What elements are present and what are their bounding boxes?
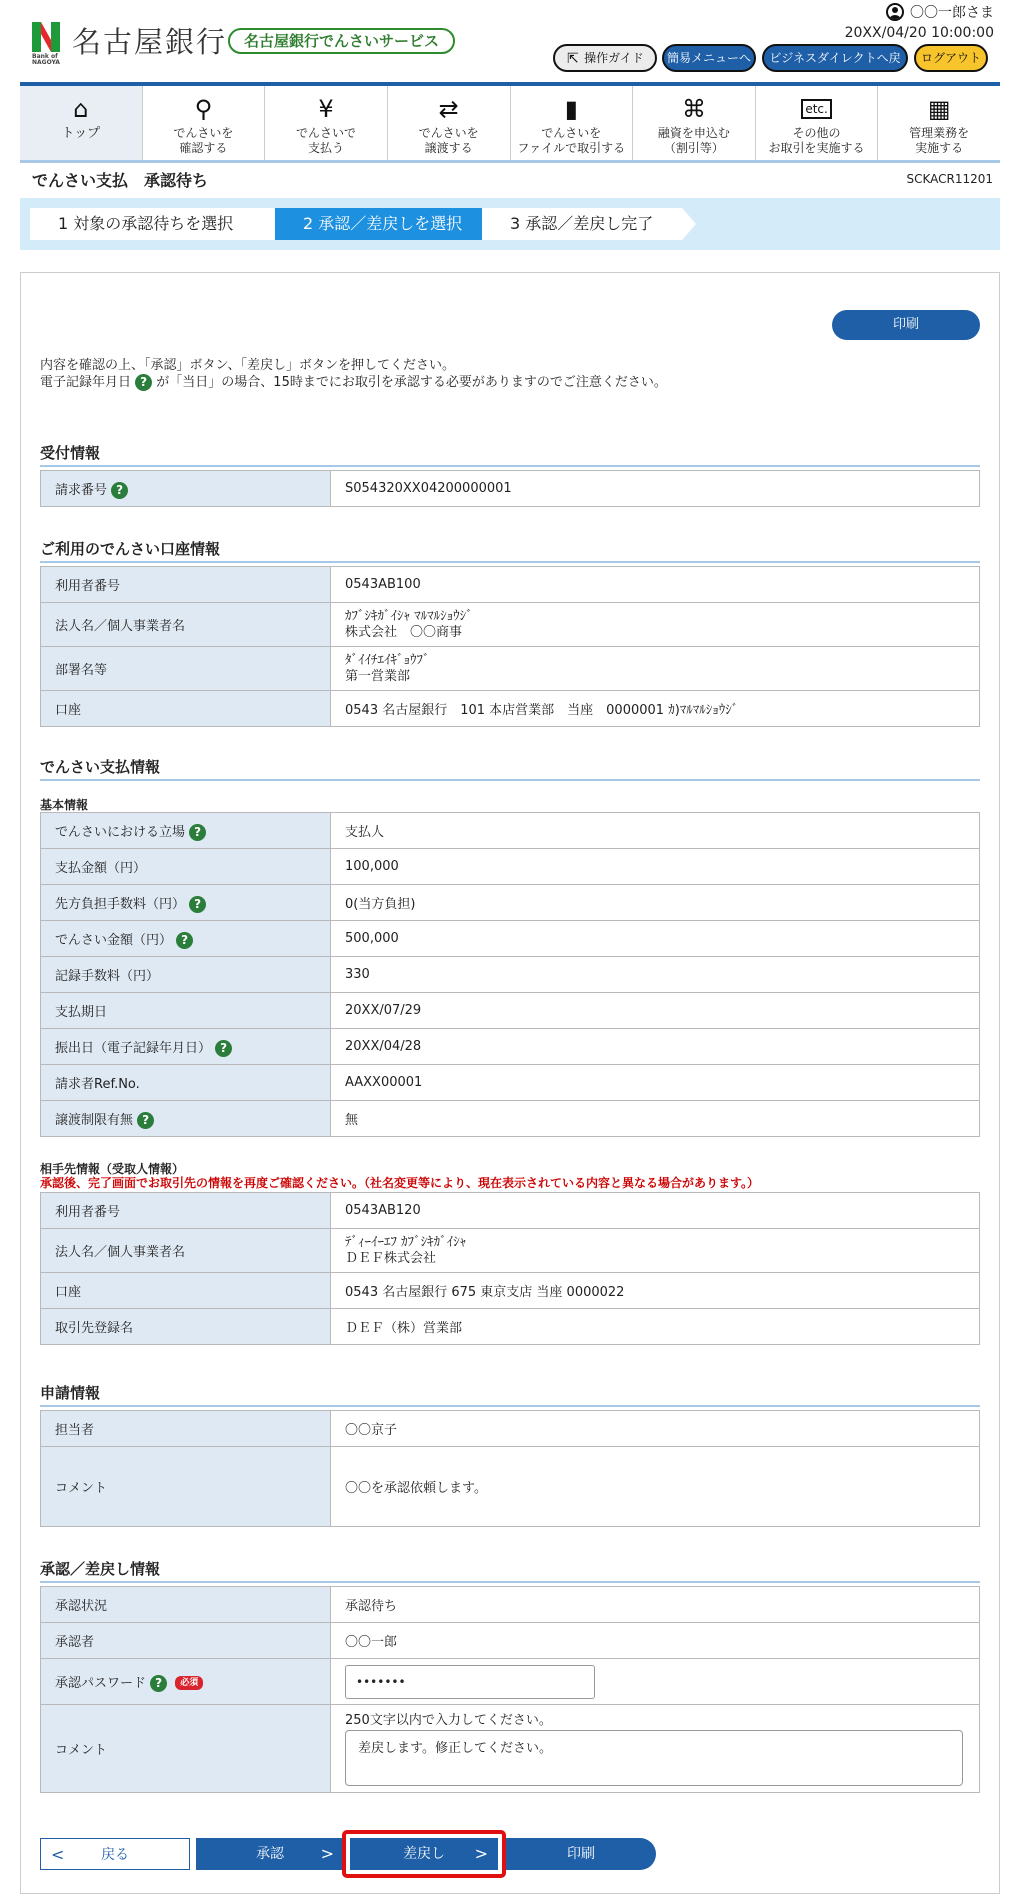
- help-icon[interactable]: ?: [189, 824, 206, 841]
- user-info: [886, 2, 994, 22]
- step-1: 1 対象の承認待ちを選択: [30, 208, 278, 240]
- value-issue-date: 20XX/04/28: [331, 1029, 980, 1065]
- user-icon: [886, 3, 904, 21]
- yen-icon: ¥: [318, 95, 334, 123]
- value-corp-name: ｶﾌﾞｼｷｶﾞｲｼｬ ﾏﾙﾏﾙｼｮｳｼﾞ 株式会社 〇〇商事: [331, 603, 980, 647]
- print-button-top[interactable]: 印刷: [832, 310, 980, 340]
- value-transfer-limit: 無: [331, 1101, 980, 1137]
- section-title-application: 申請情報: [40, 1382, 980, 1407]
- required-badge: 必須: [175, 1676, 203, 1690]
- value-approver: 〇〇一郎: [331, 1623, 980, 1659]
- label-approval-comment: コメント: [41, 1705, 331, 1793]
- nav-loan[interactable]: ⌘ 融資を申込む （割引等）: [633, 86, 756, 160]
- approval-comment-textarea[interactable]: 差戻します。修正してください。: [345, 1730, 963, 1786]
- home-icon: ⌂: [73, 95, 89, 123]
- account-table: [40, 566, 980, 727]
- section-title-reception: 受付情報: [40, 442, 980, 467]
- logout-button[interactable]: ログアウト: [914, 44, 988, 72]
- file-icon: ▮: [564, 95, 578, 123]
- help-icon[interactable]: ?: [150, 1675, 167, 1692]
- step-3: 3 承認／差戻し完了: [482, 208, 682, 240]
- value-partner-registered-name: ＤＥＦ（株）営業部: [331, 1309, 980, 1345]
- label-fee: 先方負担手数料（円）: [55, 896, 186, 912]
- section-title-approval: 承認／差戻し情報: [40, 1558, 980, 1583]
- step-2-current: 2 承認／差戻しを選択: [275, 208, 485, 240]
- help-icon[interactable]: ?: [137, 1112, 154, 1129]
- value-approval-status: 承認待ち: [331, 1587, 980, 1623]
- help-icon[interactable]: ?: [215, 1040, 232, 1057]
- payment-table: [40, 812, 980, 1137]
- chevron-left-icon: <: [51, 1845, 65, 1864]
- label-department: 部署名等: [41, 647, 331, 691]
- bank-name: 名古屋銀行: [72, 25, 228, 59]
- operation-guide-button[interactable]: ⇱ 操作ガイド: [553, 44, 657, 72]
- value-user-number: 0543AB100: [331, 567, 980, 603]
- help-icon[interactable]: ?: [111, 482, 128, 499]
- label-approval-status: 承認状況: [41, 1587, 331, 1623]
- bank-logo-icon: [32, 22, 60, 52]
- nav-admin[interactable]: ▦ 管理業務を 実施する: [878, 86, 1000, 160]
- simple-menu-button[interactable]: 簡易メニューへ: [662, 44, 756, 72]
- approval-table: [40, 1586, 980, 1793]
- label-pay-amount: 支払金額（円）: [41, 849, 331, 885]
- label-record-fee: 記録手数料（円）: [41, 957, 331, 993]
- nav-transfer[interactable]: ⇄ でんさいを 譲渡する: [388, 86, 511, 160]
- nav-top[interactable]: ⌂ トップ: [20, 86, 143, 160]
- help-icon[interactable]: ?: [189, 896, 206, 913]
- remand-button[interactable]: 差戻し >: [350, 1838, 498, 1870]
- label-transfer-limit: 譲渡制限有無: [55, 1112, 134, 1128]
- value-due-date: 20XX/07/29: [331, 993, 980, 1029]
- section-title-payment: でんさい支払情報: [40, 756, 980, 781]
- label-due-date: 支払期日: [41, 993, 331, 1029]
- partner-table: [40, 1192, 980, 1345]
- value-densai-amount: 500,000: [331, 921, 980, 957]
- bank-sub-text: Bank of NAGOYA: [32, 53, 60, 66]
- label-partner-user-number: 利用者番号: [41, 1193, 331, 1229]
- etc-icon: etc.: [756, 94, 878, 126]
- nav-pay[interactable]: ¥ でんさいで 支払う: [265, 86, 388, 160]
- label-applicant: 担当者: [41, 1411, 331, 1447]
- label-partner-registered-name: 取引先登録名: [41, 1309, 331, 1345]
- search-icon: ⚲: [194, 95, 213, 123]
- comment-hint: 250文字以内で入力してください。: [345, 1713, 552, 1728]
- page-title: でんさい支払 承認待ち: [32, 171, 209, 190]
- value-applicant: 〇〇京子: [331, 1411, 980, 1447]
- label-account: 口座: [41, 691, 331, 727]
- section-title-account: ご利用のでんさい口座情報: [40, 538, 980, 563]
- business-direct-button[interactable]: ビジネスダイレクトへ戻: [762, 44, 908, 72]
- nav-other[interactable]: etc. その他の お取引を実施する: [756, 86, 879, 160]
- main-nav: [20, 82, 1000, 160]
- value-fee: 0(当方負担): [331, 885, 980, 921]
- label-densai-amount: でんさい金額（円）: [55, 932, 173, 948]
- value-department: ﾀﾞｲｲﾁｴｲｷﾞｮｳﾌﾞ 第一営業部: [331, 647, 980, 691]
- transfer-icon: ⇄: [438, 95, 459, 123]
- label-ref-no: 請求者Ref.No.: [41, 1065, 331, 1101]
- help-icon[interactable]: ?: [135, 374, 152, 391]
- value-ref-no: AAXX00001: [331, 1065, 980, 1101]
- step-indicator: [20, 198, 1000, 250]
- label-corp-name: 法人名／個人事業者名: [41, 603, 331, 647]
- print-button-bottom[interactable]: 印刷: [506, 1838, 656, 1870]
- external-link-icon: ⇱: [567, 51, 579, 67]
- value-partner-corp-name: ﾃﾞｨｰｲｰｴﾌ ｶﾌﾞｼｷｶﾞｲｼｬ ＤＥＦ株式会社: [331, 1229, 980, 1273]
- nav-divider: [20, 160, 1000, 163]
- value-pay-amount: 100,000: [331, 849, 980, 885]
- label-issue-date: 振出日（電子記録年月日）: [55, 1040, 212, 1056]
- approval-password-input[interactable]: •••••••: [345, 1665, 595, 1699]
- partner-warning: 承認後、完了画面でお取引先の情報を再度ご確認ください。（社名変更等により、現在表示されている内容と異なる場合があります。）: [40, 1176, 760, 1190]
- label-partner-account: 口座: [41, 1273, 331, 1309]
- label-partner-corp-name: 法人名／個人事業者名: [41, 1229, 331, 1273]
- label-approver: 承認者: [41, 1623, 331, 1659]
- help-icon[interactable]: ?: [176, 932, 193, 949]
- value-partner-account: 0543 名古屋銀行 675 東京支店 当座 0000022: [331, 1273, 980, 1309]
- header: [0, 0, 1020, 80]
- label-request-number: 請求番号: [55, 482, 108, 498]
- nav-confirm[interactable]: ⚲ でんさいを 確認する: [143, 86, 266, 160]
- remand-button-highlight: [342, 1830, 506, 1878]
- approve-button[interactable]: 承認 >: [196, 1838, 344, 1870]
- label-user-number: 利用者番号: [41, 567, 331, 603]
- label-application-comment: コメント: [41, 1447, 331, 1527]
- subsection-basic: 基本情報: [40, 798, 89, 812]
- service-name-badge: 名古屋銀行でんさいサービス: [228, 28, 455, 54]
- loan-icon: ⌘: [681, 95, 706, 123]
- application-table: [40, 1410, 980, 1527]
- value-request-number: S054320XX04200000001: [331, 471, 980, 507]
- nav-file[interactable]: ▮ でんさいを ファイルで取引する: [511, 86, 634, 160]
- back-button[interactable]: < 戻る: [40, 1838, 190, 1870]
- chevron-right-icon: >: [320, 1844, 334, 1863]
- subsection-partner: 相手先情報（受取人情報）: [40, 1162, 185, 1176]
- label-position: でんさいにおける立場: [55, 824, 186, 840]
- admin-icon: ▦: [927, 95, 951, 123]
- label-approval-password: 承認パスワード: [55, 1675, 147, 1691]
- value-record-fee: 330: [331, 957, 980, 993]
- step-3-arrow: [682, 208, 696, 240]
- instructions: 内容を確認の上、「承認」ボタン、「差戻し」ボタンを押してください。 電子記録年月日 ? が「当日」の場合、15時までにお取引を承認する必要がありますのでご注意ください。: [40, 358, 667, 390]
- value-partner-user-number: 0543AB120: [331, 1193, 980, 1229]
- user-name: 〇〇一郎さま: [910, 5, 994, 21]
- screen-code: SCKACR11201: [906, 172, 993, 186]
- chevron-right-icon: >: [474, 1844, 488, 1863]
- datetime: 20XX/04/20 10:00:00: [844, 25, 994, 41]
- value-position: 支払人: [331, 813, 980, 849]
- value-account: 0543 名古屋銀行 101 本店営業部 当座 0000001 ｶ)ﾏﾙﾏﾙｼｮｳｼﾞ: [331, 691, 980, 727]
- reception-table: [40, 470, 980, 507]
- value-application-comment: 〇〇を承認依頼します。: [331, 1447, 980, 1527]
